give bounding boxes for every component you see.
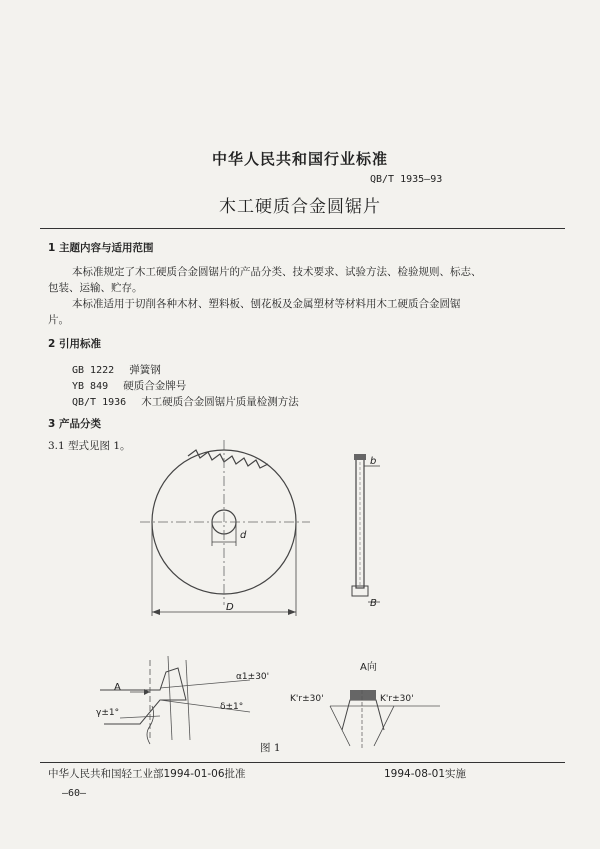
label-bore: d	[240, 530, 247, 541]
label-wedge-angle: δ±1°	[220, 702, 244, 712]
footer-rule	[40, 762, 565, 763]
label-view-marker-A: A	[114, 682, 121, 693]
reference-code: QB/T 1936	[72, 397, 127, 408]
section-2-heading: 2 引用标准	[48, 338, 101, 350]
label-clearance-angle: α1±30'	[236, 672, 270, 682]
reference-name: 弹簧钢	[129, 364, 161, 376]
figure-caption: 图 1	[260, 742, 281, 754]
label-diameter: D	[226, 602, 234, 613]
saw-teeth	[188, 450, 268, 468]
reference-name: 硬质合金牌号	[123, 380, 187, 392]
standard-code: QB/T 1935—93	[370, 174, 443, 185]
document-title: 木工硬质合金圆锯片	[219, 197, 381, 217]
label-thickness-b: b	[370, 456, 377, 467]
label-view-A: A向	[360, 662, 377, 673]
label-kerf-B: B	[370, 598, 377, 609]
standard-organization: 中华人民共和国行业标准	[211, 150, 388, 168]
label-side-angle-right: K'r±30'	[380, 694, 414, 704]
view-a-tooth	[342, 700, 384, 730]
section-1-para2-line2: 片。	[48, 314, 69, 326]
effective-date: 1994-08-01实施	[384, 768, 467, 780]
label-side-angle-left: K'r±30'	[290, 694, 324, 704]
tooth-top-side	[354, 454, 366, 460]
reference-code: GB 1222	[72, 365, 115, 376]
section-1-heading: 1 主题内容与适用范围	[48, 242, 154, 254]
reference-code: YB 849	[72, 381, 109, 392]
section-3-heading: 3 产品分类	[48, 418, 101, 430]
page-number: —60—	[62, 788, 87, 799]
label-rake-angle: γ±1°	[96, 708, 120, 718]
approval-note: 中华人民共和国轻工业部1994-01-06批准	[48, 768, 246, 780]
reference-name: 木工硬质合金圆锯片质量检测方法	[141, 396, 299, 408]
section-3-1-text: 3.1 型式见图 1。	[48, 440, 131, 452]
view-a-tooth-tip	[350, 690, 376, 700]
section-1-para2-line1: 本标准适用于切削各种木材、塑料板、刨花板及金属塑材等材料用木工硬质合金圆锯	[72, 298, 461, 310]
section-1-para1-line1: 本标准规定了木工硬质合金圆锯片的产品分类、技术要求、试验方法、检验规则、标志、	[72, 266, 482, 278]
section-1-para1-line2: 包装、运输、贮存。	[48, 282, 143, 294]
